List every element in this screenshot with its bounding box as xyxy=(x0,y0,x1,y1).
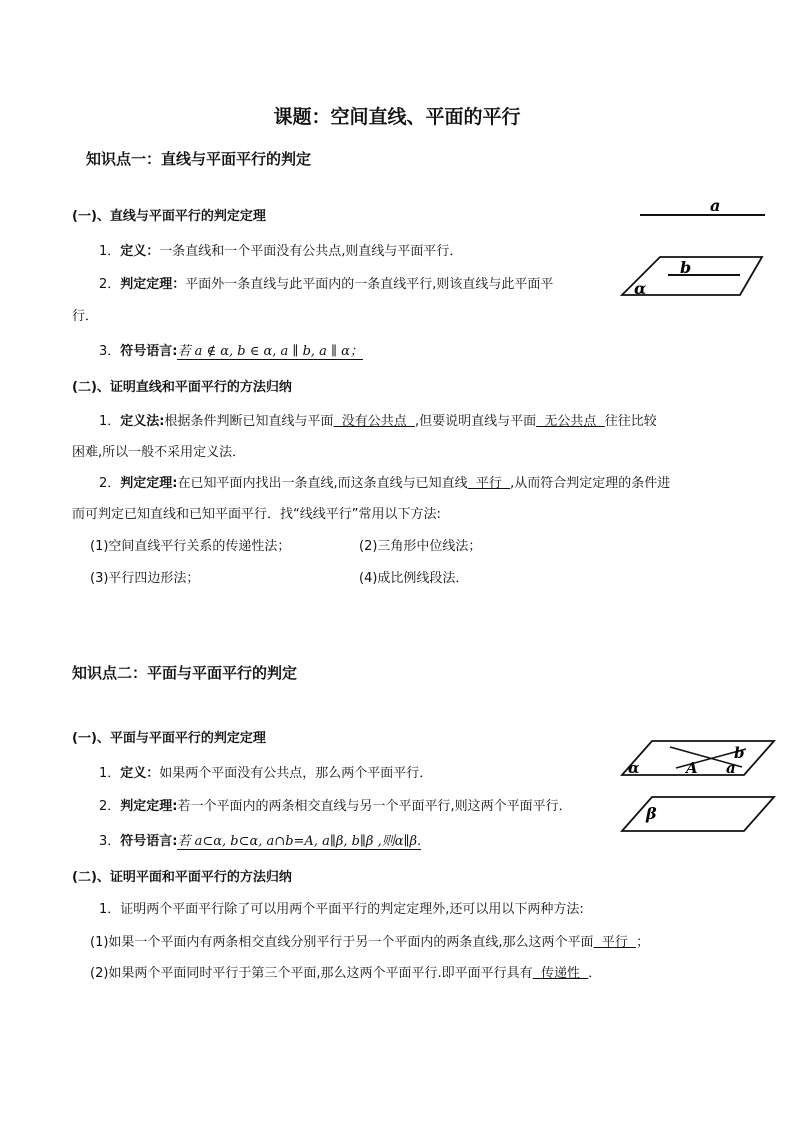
item-text: 一条直线和一个平面没有公共点,则直线与平面平行． xyxy=(159,244,463,259)
kp2-sec2-heading: (二)、证明平面和平面平行的方法归纳 xyxy=(72,870,292,885)
kp1-method-definition xyxy=(99,410,657,429)
line-plane-figure xyxy=(620,195,770,305)
plane-beta xyxy=(622,797,774,831)
blank-answer: 传递性 xyxy=(532,966,589,981)
item-text: ； xyxy=(636,935,650,950)
item-label: 判定定理: xyxy=(120,799,178,814)
method-item: (3)平行四边形法； xyxy=(90,571,200,586)
item-text: (1)如果一个平面内有两条相交直线分别平行于另一个平面内的两条直线,那么这两个平面 xyxy=(90,935,594,950)
kp1-symbolic xyxy=(99,340,363,359)
plane-plane-figure xyxy=(620,735,780,835)
kp1-theorem xyxy=(99,273,553,292)
line-b-label: b xyxy=(680,258,692,277)
blank-answer: 没有公共点 xyxy=(333,414,416,429)
item-label: 定义法: xyxy=(120,414,165,429)
item-number: 1． xyxy=(99,766,121,781)
item-text: ,但要说明直线与平面 xyxy=(415,414,537,429)
item-text: 在已知平面内找出一条直线,而这条直线与已知直线 xyxy=(177,476,468,491)
item-label: 定义： xyxy=(120,766,160,781)
method-item: (1)空间直线平行关系的传递性法； xyxy=(90,539,291,554)
item-label: 判定定理： xyxy=(120,277,186,292)
item-text: 往往比较 xyxy=(604,414,657,429)
kp1-theorem-continued: 行． xyxy=(72,309,99,324)
kp2-symbolic xyxy=(99,830,421,849)
item-number: 1． xyxy=(99,414,121,429)
plane-alpha-label: α xyxy=(628,759,640,777)
item-text: 若一个平面内的两条相交直线与另一个平面平行,则这两个平面平行． xyxy=(177,799,572,814)
kp2-heading: 知识点二：平面与平面平行的判定 xyxy=(72,664,298,682)
item-label: 定义： xyxy=(120,244,160,259)
kp2-method-intro: 1．证明两个平面平行除了可以用两个平面平行的判定定理外,还可以用以下两种方法: xyxy=(99,902,584,917)
kp1-method-definition-continued: 困难,所以一般不采用定义法． xyxy=(72,445,246,460)
item-label: 判定定理: xyxy=(120,476,178,491)
plane-alpha xyxy=(622,741,774,775)
point-a-label: A xyxy=(686,759,698,777)
line-a-label: a xyxy=(726,759,736,777)
item-text: ． xyxy=(588,966,602,981)
kp2-theorem xyxy=(99,795,572,814)
item-number: 3． xyxy=(99,834,121,849)
kp1-heading: 知识点一：直线与平面平行的判定 xyxy=(86,150,312,168)
kp1-method-theorem xyxy=(99,472,670,491)
kp2-method-1 xyxy=(90,931,649,950)
kp1-method-theorem-continued: 而可判定已知直线和已知平面平行．找“线线平行”常用以下方法: xyxy=(72,507,441,522)
item-number: 2． xyxy=(99,476,121,491)
item-text: 根据条件判断已知直线与平面 xyxy=(164,414,334,429)
method-item: (4)成比例线段法． xyxy=(359,571,469,586)
plane-alpha-label: α xyxy=(634,279,647,298)
item-number: 3． xyxy=(99,344,121,359)
item-label: 符号语言: xyxy=(120,344,178,359)
item-text: 平面外一条直线与此平面内的一条直线平行,则该直线与此平面平 xyxy=(185,277,554,292)
kp2-definition xyxy=(99,762,432,781)
blank-answer: 平行 xyxy=(593,935,637,950)
plane-beta-label: β xyxy=(646,804,657,823)
kp1-sec1-heading: (一)、直线与平面平行的判定定理 xyxy=(72,209,266,224)
item-text: ,从而符合判定定理的条件进 xyxy=(510,476,671,491)
kp2-method-2 xyxy=(90,962,601,981)
blank-answer: 无公共点 xyxy=(536,414,605,429)
item-label: 符号语言: xyxy=(120,834,178,849)
blank-answer: 平行 xyxy=(467,476,511,491)
item-text: 如果两个平面没有公共点，那么两个平面平行． xyxy=(159,766,433,781)
item-text: (2)如果两个平面同时平行于第三个平面,那么这两个平面平行.即平面平行具有 xyxy=(90,966,533,981)
item-number: 1． xyxy=(99,244,121,259)
kp1-definition xyxy=(99,240,462,259)
item-number: 2． xyxy=(99,277,121,292)
page-title: 课题：空间直线、平面的平行 xyxy=(273,106,521,128)
kp1-sec2-heading: (二)、证明直线和平面平行的方法归纳 xyxy=(72,380,292,395)
kp2-sec1-heading: (一)、平面与平面平行的判定定理 xyxy=(72,731,266,746)
symbolic-expression: 若 a ∉ α, b ∈ α, a ∥ b, a ∥ α； xyxy=(177,344,363,359)
method-item: (2)三角形中位线法； xyxy=(359,539,482,554)
item-number: 2． xyxy=(99,799,121,814)
line-b-label: b xyxy=(734,744,745,762)
symbolic-expression: 若 a⊂α, b⊂α, a∩b=A, a∥β, b∥β ,则α∥β. xyxy=(177,834,422,849)
line-a-label: a xyxy=(710,196,721,215)
